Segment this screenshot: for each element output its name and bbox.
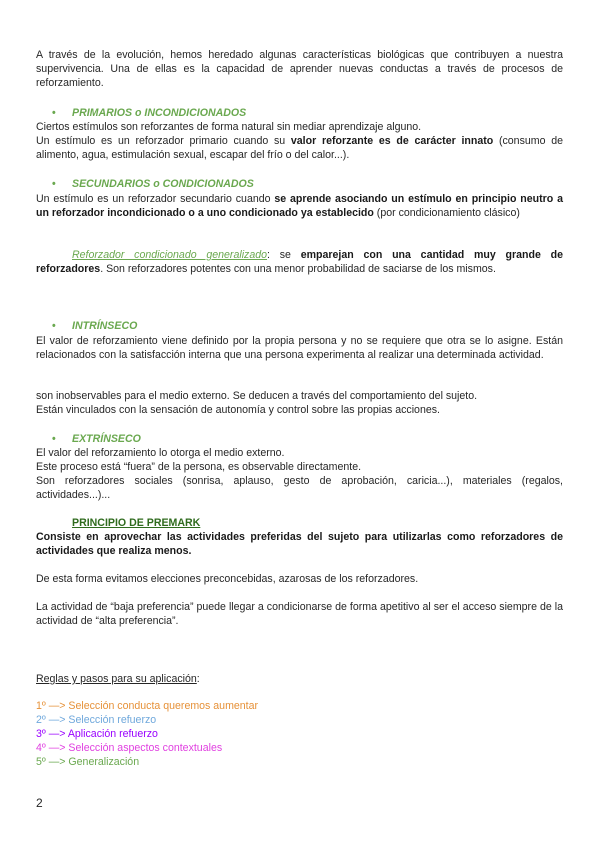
premark-definition: Consiste en aprovechar las actividades preferidas del sujeto para utilizarlas como reforzadores de actividades que realiza menos. [36, 531, 563, 557]
reglas-steps-list [36, 699, 563, 769]
step-4: 4º —> Selección aspectos contextuales [36, 742, 223, 754]
step-2: 2º —> Selección refuerzo [36, 714, 157, 726]
reglas-title: Reglas y pasos para su aplicación: [36, 673, 200, 685]
intrinseco-paragraph1: El valor de reforzamiento viene definido por la propia persona y no se requiere que otra se lo asigne. Están relacionados con la satisfacción interna que una persona experimenta al realizar una determinada actividad. [36, 335, 563, 361]
extrinseco-line1: El valor del reforzamiento lo otorga el medio externo. [36, 447, 285, 459]
generalizado-term: Reforzador condicionado generalizado [72, 249, 268, 261]
heading-intrinseco: • INTRÍNSECO [52, 320, 138, 332]
heading-primarios: • PRIMARIOS o INCONDICIONADOS [52, 107, 247, 119]
intrinseco-line-a: son inobservables para el medio externo. Se deducen a través del comportamiento del sujeto. [36, 390, 478, 402]
primarios-line2: Un estímulo es un reforzador primario cuando su valor reforzante es de carácter innato (consumo de alimento, agua, estimulación sexual, escapar del frío o del calor...). [36, 135, 563, 161]
bullet-icon: • [52, 320, 56, 332]
secundarios-paragraph: Un estímulo es un reforzador secundario cuando se aprende asociando un estímulo en principio neutro a un reforzador incondicionado o a uno condicionado ya establecido (por condicionamiento clásico) [36, 193, 563, 219]
step-5: 5º —> Generalización [36, 756, 140, 768]
bullet-icon: • [52, 107, 56, 119]
page-number: 2 [36, 796, 43, 810]
intrinseco-line-b: Están vinculados con la sensación de autonomía y control sobre las propias acciones. [36, 404, 440, 416]
intro-paragraph: A través de la evolución, hemos heredado algunas características biológicas que contribuyen a nuestra supervivencia. Una de ellas es la capacidad de aprender nuevas conductas a través de procesos de reforzamiento. [36, 49, 563, 89]
heading-extrinseco: • EXTRÍNSECO [52, 433, 141, 445]
premark-paragraph2: De esta forma evitamos elecciones preconcebidas, azarosas de los reforzadores. [36, 573, 419, 585]
premark-paragraph3: La actividad de “baja preferencia” puede llegar a condicionarse de forma apetitivo al ser el acceso siempre de la actividad de “alta preferencia”. [36, 601, 563, 627]
extrinseco-line2: Este proceso está “fuera” de la persona, es observable directamente. [36, 461, 362, 473]
primarios-line1: Ciertos estímulos son reforzantes de forma natural sin mediar aprendizaje alguno. [36, 121, 422, 133]
step-3: 3º —> Aplicación refuerzo [36, 728, 158, 740]
bullet-icon: • [52, 433, 56, 445]
extrinseco-line3: Son reforzadores sociales (sonrisa, aplauso, gesto de aprobación, caricia...), materiales (regalos, actividades...)... [36, 475, 563, 501]
premark-heading: PRINCIPIO DE PREMARK [72, 517, 201, 529]
heading-secundarios: • SECUNDARIOS o CONDICIONADOS [52, 178, 254, 190]
step-1: 1º —> Selección conducta queremos aumentar [36, 700, 259, 712]
generalizado-paragraph: Reforzador condicionado generalizado: se emparejan con una cantidad muy grande de reforzadores. Son reforzadores potentes con una menor probabilidad de saciarse de los mismos. [36, 249, 563, 275]
bullet-icon: • [52, 178, 56, 190]
